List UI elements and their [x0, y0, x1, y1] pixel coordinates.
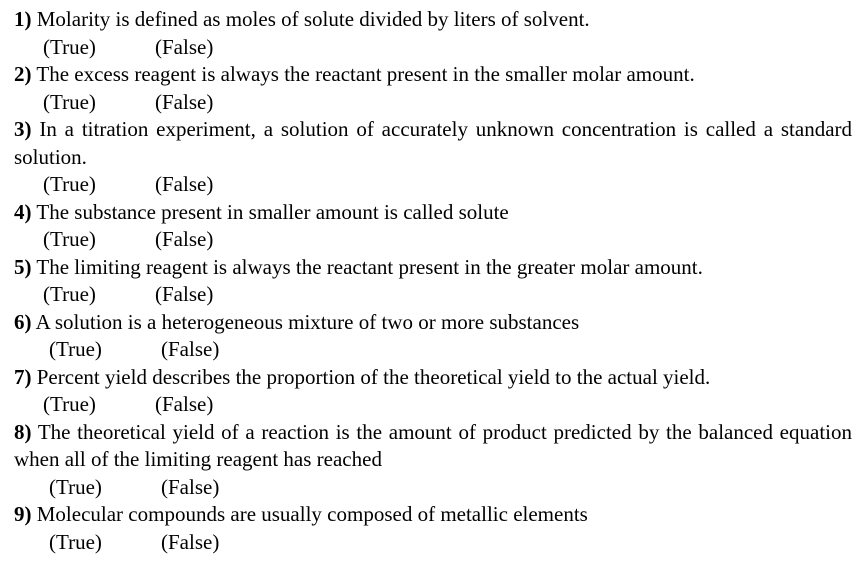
question-number: 3)	[14, 117, 32, 141]
false-option[interactable]: (False)	[155, 227, 214, 251]
question-text	[14, 6, 852, 34]
false-option[interactable]: (False)	[161, 529, 220, 554]
question-number: 5)	[14, 254, 32, 279]
answer-options	[14, 34, 852, 62]
question-1	[14, 6, 852, 61]
question-2	[14, 61, 852, 116]
false-option[interactable]: (False)	[161, 474, 220, 499]
false-option[interactable]: (False)	[155, 392, 214, 416]
question-number: 7)	[14, 364, 32, 389]
question-4	[14, 199, 852, 254]
question-statement: Molarity is defined as moles of solute divided by liters of solvent.	[36, 7, 590, 31]
question-text	[14, 116, 852, 171]
answer-options	[14, 226, 852, 254]
true-option[interactable]: (True)	[43, 392, 96, 416]
true-option[interactable]: (True)	[43, 34, 96, 59]
true-option[interactable]: (True)	[43, 89, 96, 114]
question-text	[14, 419, 852, 474]
answer-options	[14, 89, 852, 117]
answer-options	[14, 529, 852, 557]
question-3	[14, 116, 852, 199]
question-statement: The theoretical yield of a reaction is the amount of product predicted by the balanced equation when all of the limiting reagent has reached	[14, 419, 852, 471]
false-option[interactable]: (False)	[155, 172, 214, 196]
question-number: 8)	[14, 419, 32, 444]
question-text	[14, 199, 852, 227]
answer-options	[14, 336, 852, 364]
answer-options	[14, 281, 852, 309]
question-text	[14, 61, 852, 89]
question-statement: The excess reagent is always the reactant present in the smaller molar amount.	[36, 62, 695, 86]
question-number: 2)	[14, 62, 32, 86]
answer-options	[14, 391, 852, 419]
question-statement: In a titration experiment, a solution of accurately unknown concentration is called a standard solution.	[14, 117, 853, 169]
true-option[interactable]: (True)	[49, 529, 102, 554]
question-statement: Percent yield describes the proportion of the theoretical yield to the actual yield.	[36, 364, 711, 389]
question-number: 9)	[14, 502, 32, 526]
question-6	[14, 309, 852, 364]
false-option[interactable]: (False)	[155, 34, 214, 59]
question-7	[14, 364, 852, 419]
true-option[interactable]: (True)	[43, 172, 96, 196]
question-text	[14, 501, 852, 529]
question-8	[14, 419, 852, 502]
false-option[interactable]: (False)	[161, 337, 220, 361]
question-statement: A solution is a heterogeneous mixture of two or more substances	[35, 309, 580, 334]
answer-options	[14, 171, 852, 199]
false-option[interactable]: (False)	[155, 89, 214, 114]
question-statement: Molecular compounds are usually composed of metallic elements	[36, 502, 588, 526]
true-option[interactable]: (True)	[49, 474, 102, 499]
question-number: 6)	[14, 309, 32, 334]
question-number: 4)	[14, 199, 32, 224]
question-text	[14, 364, 852, 392]
true-option[interactable]: (True)	[43, 227, 96, 251]
question-number: 1)	[14, 7, 32, 31]
question-statement: The limiting reagent is always the reactant present in the greater molar amount.	[36, 254, 703, 279]
question-5	[14, 254, 852, 309]
question-statement: The substance present in smaller amount is called solute	[36, 199, 509, 224]
true-option[interactable]: (True)	[43, 282, 96, 306]
answer-options	[14, 474, 852, 502]
question-text	[14, 309, 852, 337]
question-text	[14, 254, 852, 282]
true-option[interactable]: (True)	[49, 337, 102, 361]
false-option[interactable]: (False)	[155, 282, 214, 306]
question-9	[14, 501, 852, 556]
